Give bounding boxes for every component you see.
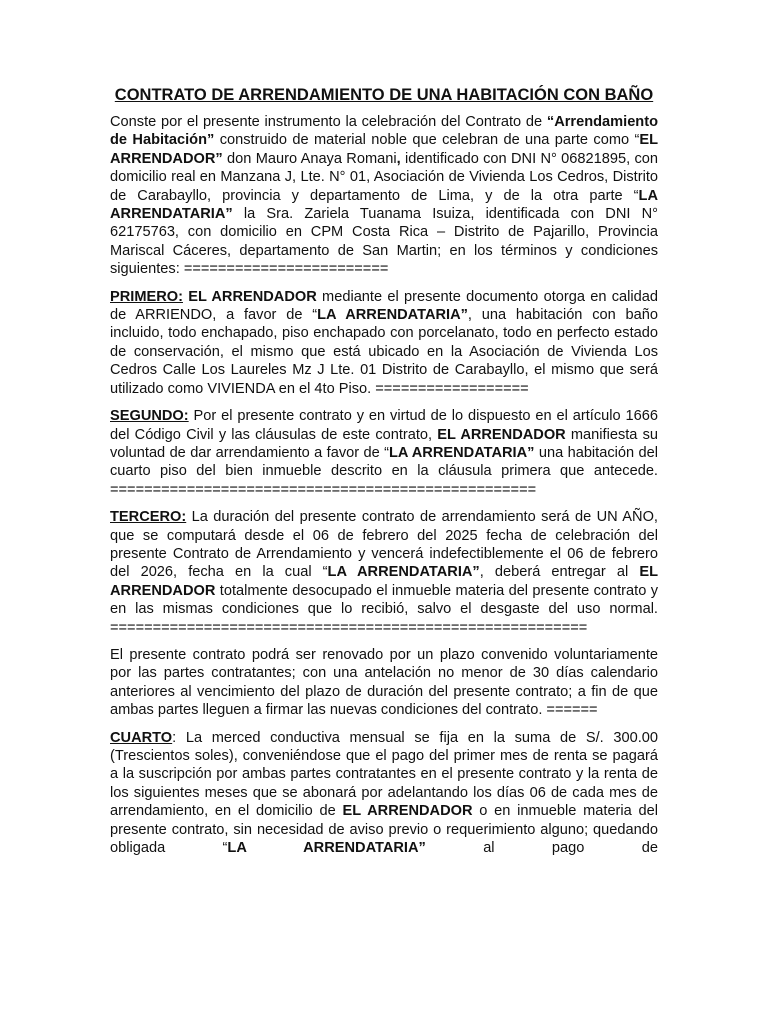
bold-text: LA ARRENDATARIA” bbox=[317, 307, 468, 324]
bold-text: EL ARRENDADOR bbox=[342, 803, 473, 820]
text-run: Por el presente contrato y en virtud de lo dispuesto en el artículo 1666 del Código Civil y las cláusulas de este contrato, bbox=[110, 408, 658, 443]
text-run: al pago de bbox=[425, 840, 658, 857]
bold-text: LA ARRENDATARIA” bbox=[327, 564, 480, 581]
clause-primero bbox=[110, 288, 658, 398]
text-run: Conste por el presente instrumento la celebración del Contrato de bbox=[110, 114, 547, 130]
clause-heading: CUARTO bbox=[110, 729, 173, 746]
text-run: mediante el presente documento otorga en calidad de ARRIENDO, a favor de “ bbox=[110, 288, 658, 324]
bold-text: LA ARRENDATARIA” bbox=[110, 187, 658, 223]
clause-heading: PRIMERO: bbox=[110, 288, 183, 305]
text-run: El presente contrato podrá ser renovado por un plazo convenido voluntariamente por las partes contratantes; con una antelación no menor de 30 días calendario anteriores al vencimiento del plazo de duración del presente contrato; a fin de que ambas partes lleguen a firmar las nuevas condiciones del contrato. ====== bbox=[110, 646, 658, 719]
bold-text: EL ARRENDADOR bbox=[188, 288, 317, 305]
text-run: , deberá entregar al bbox=[479, 564, 640, 581]
text-run: construido de material noble que celebran de una parte como “ bbox=[214, 132, 640, 149]
bold-text: EL ARRENDADOR bbox=[437, 426, 566, 443]
document-title: CONTRATO DE ARRENDAMIENTO DE UNA HABITACIÓN CON BAÑO bbox=[114, 86, 654, 104]
text-run: : La merced conductiva mensual se fija en la suma de S/. 300.00 (Trescientos soles), conveniéndose que el pago del primer mes de renta se pagará a la suscripción por ambas partes contratantes en el presente contrato y la renta de los siguientes meses que se abonará por adelantando los días 06 de cada mes de arrendamiento, en el domicilio de bbox=[110, 729, 658, 820]
clause-heading: TERCERO: bbox=[110, 509, 187, 526]
text-run: una habitación del cuarto piso del bien inmueble descrito en la cláusula primera que antecede. ================================================== bbox=[110, 444, 658, 498]
text-run: manifiesta su voluntad de dar arrendamiento a favor de “ bbox=[110, 426, 659, 461]
clause-segundo bbox=[110, 407, 658, 499]
document-body bbox=[110, 113, 658, 857]
clause-cuarto bbox=[110, 729, 658, 858]
bold-text: , bbox=[396, 150, 401, 167]
text-run: identificado con DNI N° 06821895, con domicilio real en Manzana J, Lte. N° 01, Asociación de Vivienda Los Cedros, Distrito de Carabayllo, provincia y departamento de Lima, y de la otra parte “ bbox=[110, 150, 658, 204]
bold-text: “Arrendamiento de Habitación” bbox=[110, 114, 658, 149]
bold-text: LA ARRENDATARIA” bbox=[227, 840, 426, 857]
text-run: totalmente desocupado el inmueble materia del presente contrato y en las mismas condiciones que lo recibió, salvo el desgaste del uso normal. ======================================================== bbox=[110, 582, 658, 636]
text-run: don Mauro Anaya Romani bbox=[222, 150, 397, 167]
intro-paragraph bbox=[110, 113, 658, 279]
text-run: La duración del presente contrato de arrendamiento será de UN AÑO, que se computará desde el 06 de febrero del 2025 fecha de celebración del presente Contrato de Arrendamiento y vencerá indefectiblemente el 06 de febrero del 2026, fecha en la cual “ bbox=[110, 509, 658, 581]
bold-text: EL ARRENDADOR” bbox=[110, 132, 659, 167]
clause-heading: SEGUNDO: bbox=[110, 408, 189, 425]
clause-tercero bbox=[110, 508, 658, 637]
renewal-paragraph bbox=[110, 646, 658, 720]
bold-text: EL ARRENDADOR bbox=[110, 564, 658, 599]
text-run: la Sra. Zariela Tuanama Isuiza, identificada con DNI N° 62175763, con domicilio en CPM Costa Rica – Distrito de Pajarillo, Provincia Mariscal Cáceres, departamento de San Martin; en los términos y condiciones siguientes: ======================== bbox=[110, 206, 658, 278]
bold-text: LA ARRENDATARIA” bbox=[389, 444, 535, 461]
text-run: o en inmueble materia del presente contrato, sin necesidad de aviso previo o requerimiento alguno; quedando obligada “ bbox=[110, 803, 659, 857]
text-run: , una habitación con baño incluido, todo enchapado, piso enchapado con porcelanato, todo en perfecto estado de conservación, el mismo que está ubicado en la Asociación de Vivienda Los Cedros Calle Los Laureles Mz J Lte. 01 Distrito de Carabayllo, el mismo que será utilizado como VIVIENDA en el 4to Piso. ================== bbox=[110, 307, 658, 397]
